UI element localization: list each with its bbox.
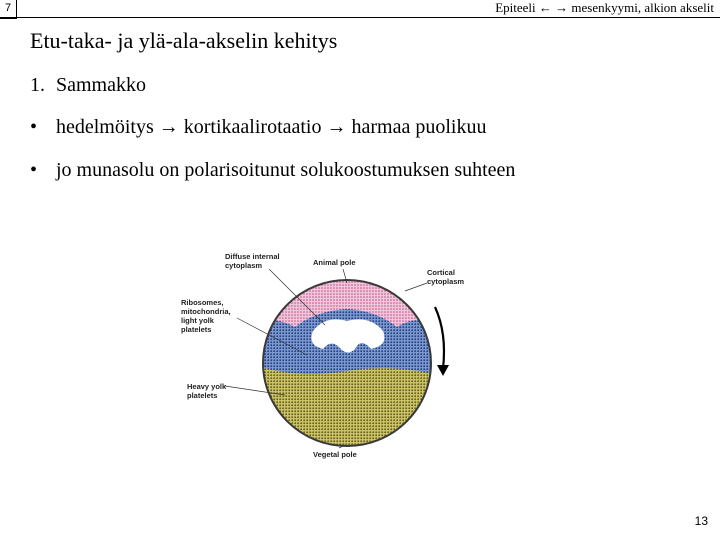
label-cortical-cytoplasm: Cortical cytoplasm: [427, 268, 465, 286]
bullet-marker: •: [30, 116, 38, 138]
item-text: Sammakko: [56, 74, 146, 96]
slide-number: 7: [0, 0, 17, 19]
bullet-text: jo munasolu on polarisoitunut solukoostumuksen suhteen: [56, 159, 516, 181]
rotation-arrow: [435, 307, 444, 369]
label-heavy-yolk: Heavy yolk platelets: [187, 382, 227, 400]
egg-body: [255, 275, 445, 463]
bullet-item: [30, 116, 486, 139]
egg-diagram: [165, 245, 485, 463]
bullet-marker: •: [30, 159, 38, 181]
page-number: 13: [694, 514, 708, 528]
label-diffuse-internal: Diffuse internal cytoplasm: [225, 252, 280, 270]
numbered-item: [30, 74, 146, 97]
diffuse-cytoplasm: [311, 319, 384, 352]
item-number: 1.: [30, 74, 45, 96]
bullet-item: [30, 159, 515, 182]
label-animal-pole: Animal pole: [313, 258, 356, 267]
rotation-arrowhead: [437, 365, 449, 376]
header-title: Epiteeli ← → mesenkyymi, alkion akselit: [495, 0, 714, 15]
slide-heading: Etu-taka- ja ylä-ala-akselin kehitys: [30, 28, 338, 53]
header-divider: [0, 17, 720, 18]
label-ribosomes: Ribosomes, mitochondria, light yolk platelets: [181, 298, 231, 334]
label-vegetal-pole: Vegetal pole: [313, 450, 357, 459]
bullet-text: hedelmöitys → kortikaalirotaatio → harmaa puolikuu: [56, 116, 487, 138]
